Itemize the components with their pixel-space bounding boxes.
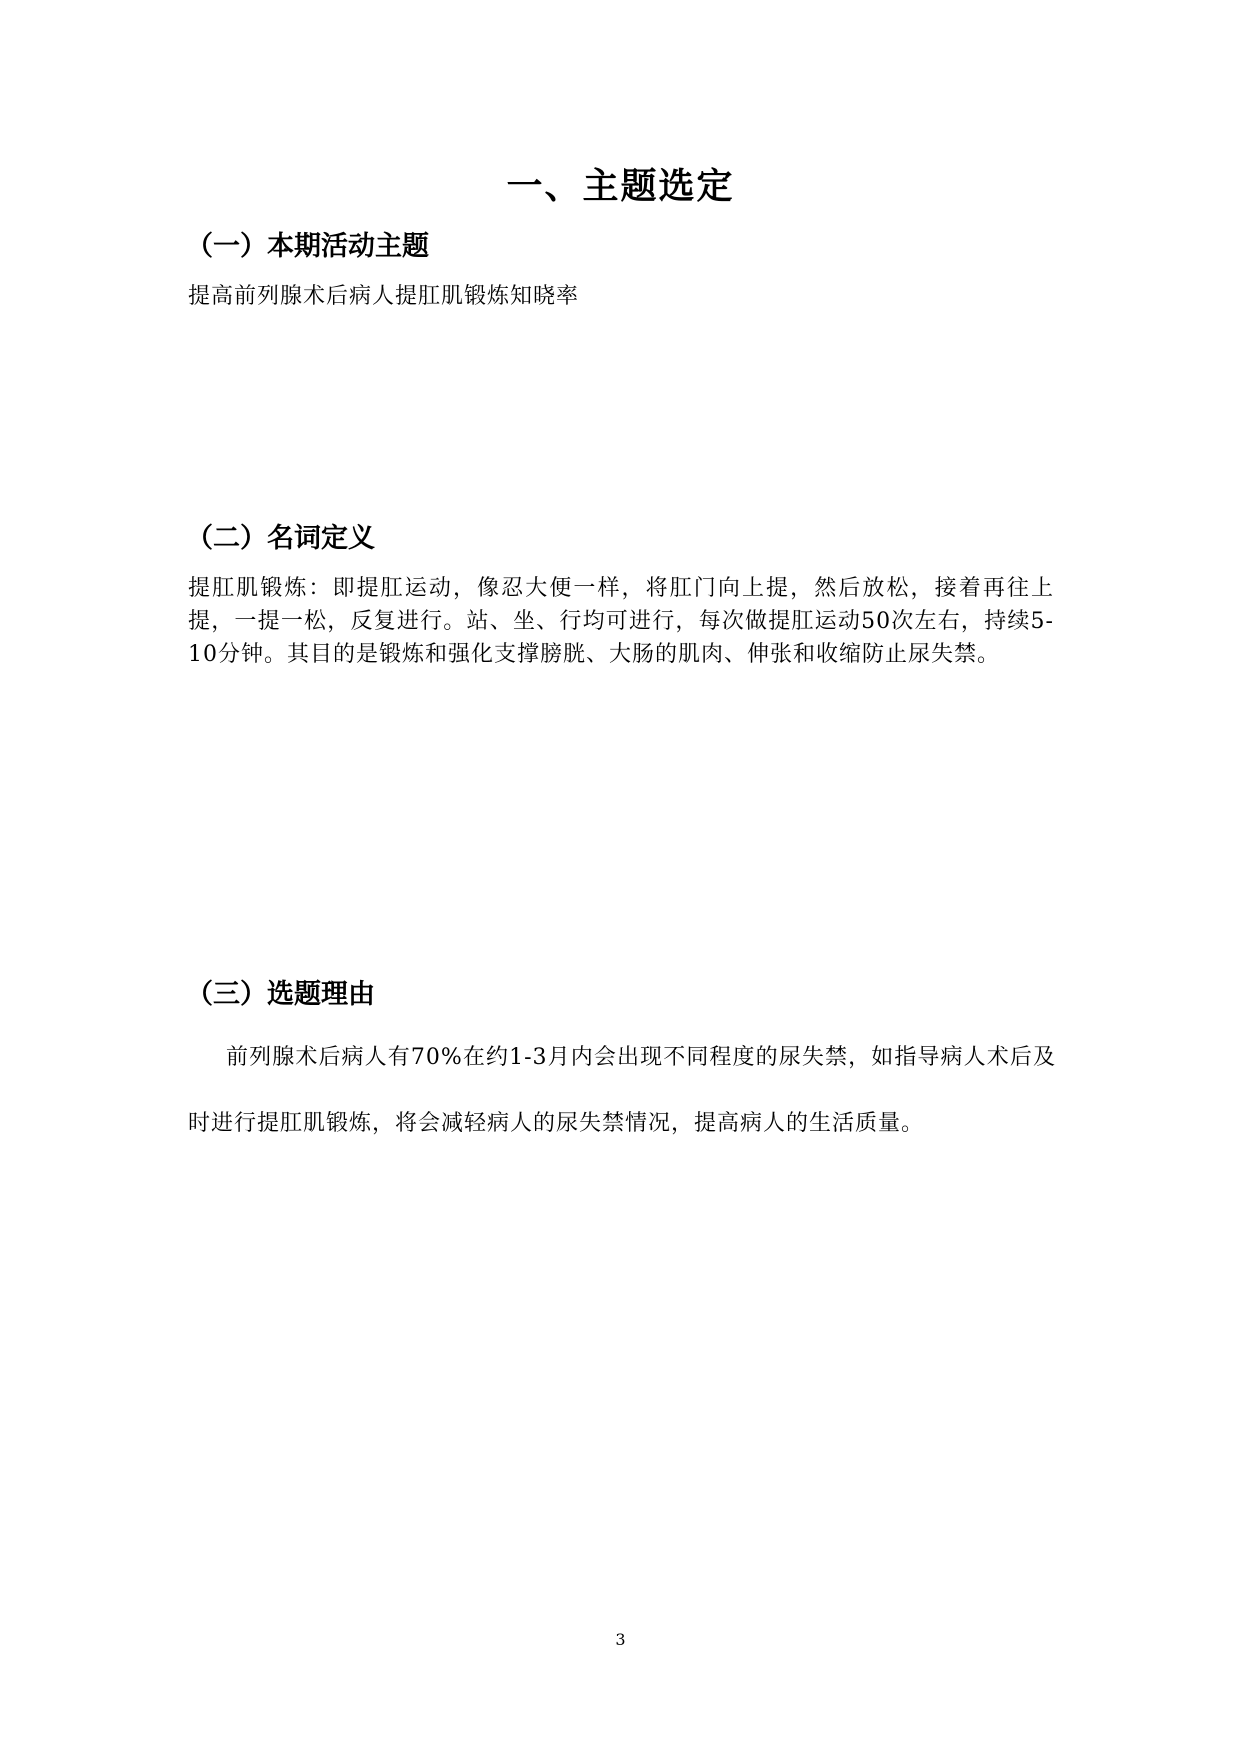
section-heading-selection-reason: （三）选题理由 [186, 979, 375, 1010]
section-heading-activity-theme: （一）本期活动主题 [186, 231, 429, 262]
page-title: 一、主题选定 [506, 165, 735, 207]
section-heading-definition: （二）名词定义 [186, 523, 375, 554]
section-text-definition: 提肛肌锻炼：即提肛运动，像忍大便一样，将肛门向上提，然后放松，接着再往上提，一提一松，反复进行。站、坐、行均可进行，每次做提肛运动50次左右，持续5-10分钟。其目的是锻炼和强化支撑膀胱、大肠的肌肉、伸张和收缩防止尿失禁。 [188, 576, 1054, 667]
page-number: 3 [615, 1630, 626, 1649]
section-text-selection-reason: 前列腺术后病人有70%在约1-3月内会出现不同程度的尿失禁，如指导病人术后及时进行提肛肌锻炼，将会减轻病人的尿失禁情况，提高病人的生活质量。 [188, 1045, 1056, 1136]
section-text-activity-theme: 提高前列腺术后病人提肛肌锻炼知晓率 [188, 284, 580, 309]
